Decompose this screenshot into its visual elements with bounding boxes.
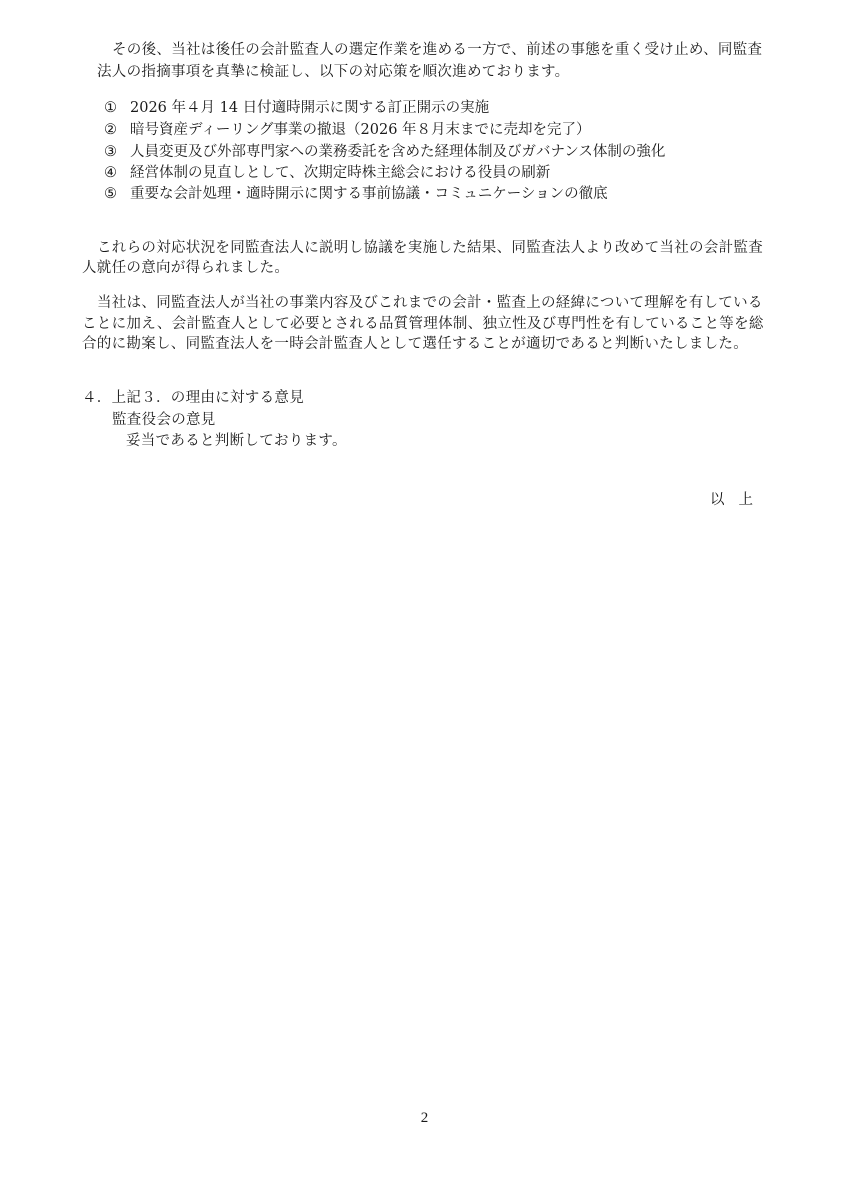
measure-number: ③ [104, 144, 117, 160]
measure-item-2 [104, 120, 591, 140]
measure-text: 人員変更及び外部専門家への業務委託を含めた経理体制及びガバナンス体制の強化 [130, 144, 666, 160]
section-4-subheading: 監査役会の意見 [112, 412, 216, 428]
page-number: 2 [420, 1110, 429, 1126]
section-4-heading: ４．上記３．の理由に対する意見 [82, 390, 304, 406]
measure-number: ⑤ [104, 186, 117, 202]
measure-item-1 [104, 98, 489, 118]
measure-text: 暗号資産ディーリング事業の撤退（2026 年８月末までに売却を完了） [130, 122, 591, 138]
paragraph-3-line-3: 合的に勘案し、同監査法人を一時会計監査人として選任することが適切であると判断いたしました。 [82, 336, 748, 352]
measure-number: ④ [104, 165, 117, 181]
measure-number: ② [104, 122, 117, 138]
paragraph-3-line-1: 当社は、同監査法人が当社の事業内容及びこれまでの会計・監査上の経緯について理解を有している [97, 295, 763, 311]
measure-text: 経営体制の見直しとして、次期定時株主総会における役員の刷新 [130, 165, 551, 181]
paragraph-2-line-1: これらの対応状況を同監査法人に説明し協議を実施した結果、同監査法人より改めて当社の会計監査 [97, 240, 763, 256]
paragraph-2-line-2: 人就任の意向が得られました。 [82, 260, 290, 276]
paragraph-3-line-2: ことに加え、会計監査人として必要とされる品質管理体制、独立性及び専門性を有していること等を総 [82, 316, 764, 332]
measure-item-5 [104, 184, 608, 204]
closing-mark: 以上 [710, 492, 767, 508]
paragraph-1-line-1: その後、当社は後任の会計監査人の選定作業を進める一方で、前述の事態を重く受け止め、同監査 [112, 42, 763, 58]
measure-item-4 [104, 163, 550, 183]
measure-text: 重要な会計処理・適時開示に関する事前協議・コミュニケーションの徹底 [130, 186, 608, 202]
measure-item-3 [104, 142, 665, 162]
section-4-body: 妥当であると判断しております。 [126, 433, 347, 449]
measure-number: ① [104, 100, 117, 116]
paragraph-1-line-2: 法人の指摘事項を真摯に検証し、以下の対応策を順次進めております。 [97, 64, 570, 80]
measure-text: 2026 年４月 14 日付適時開示に関する訂正開示の実施 [130, 100, 490, 116]
